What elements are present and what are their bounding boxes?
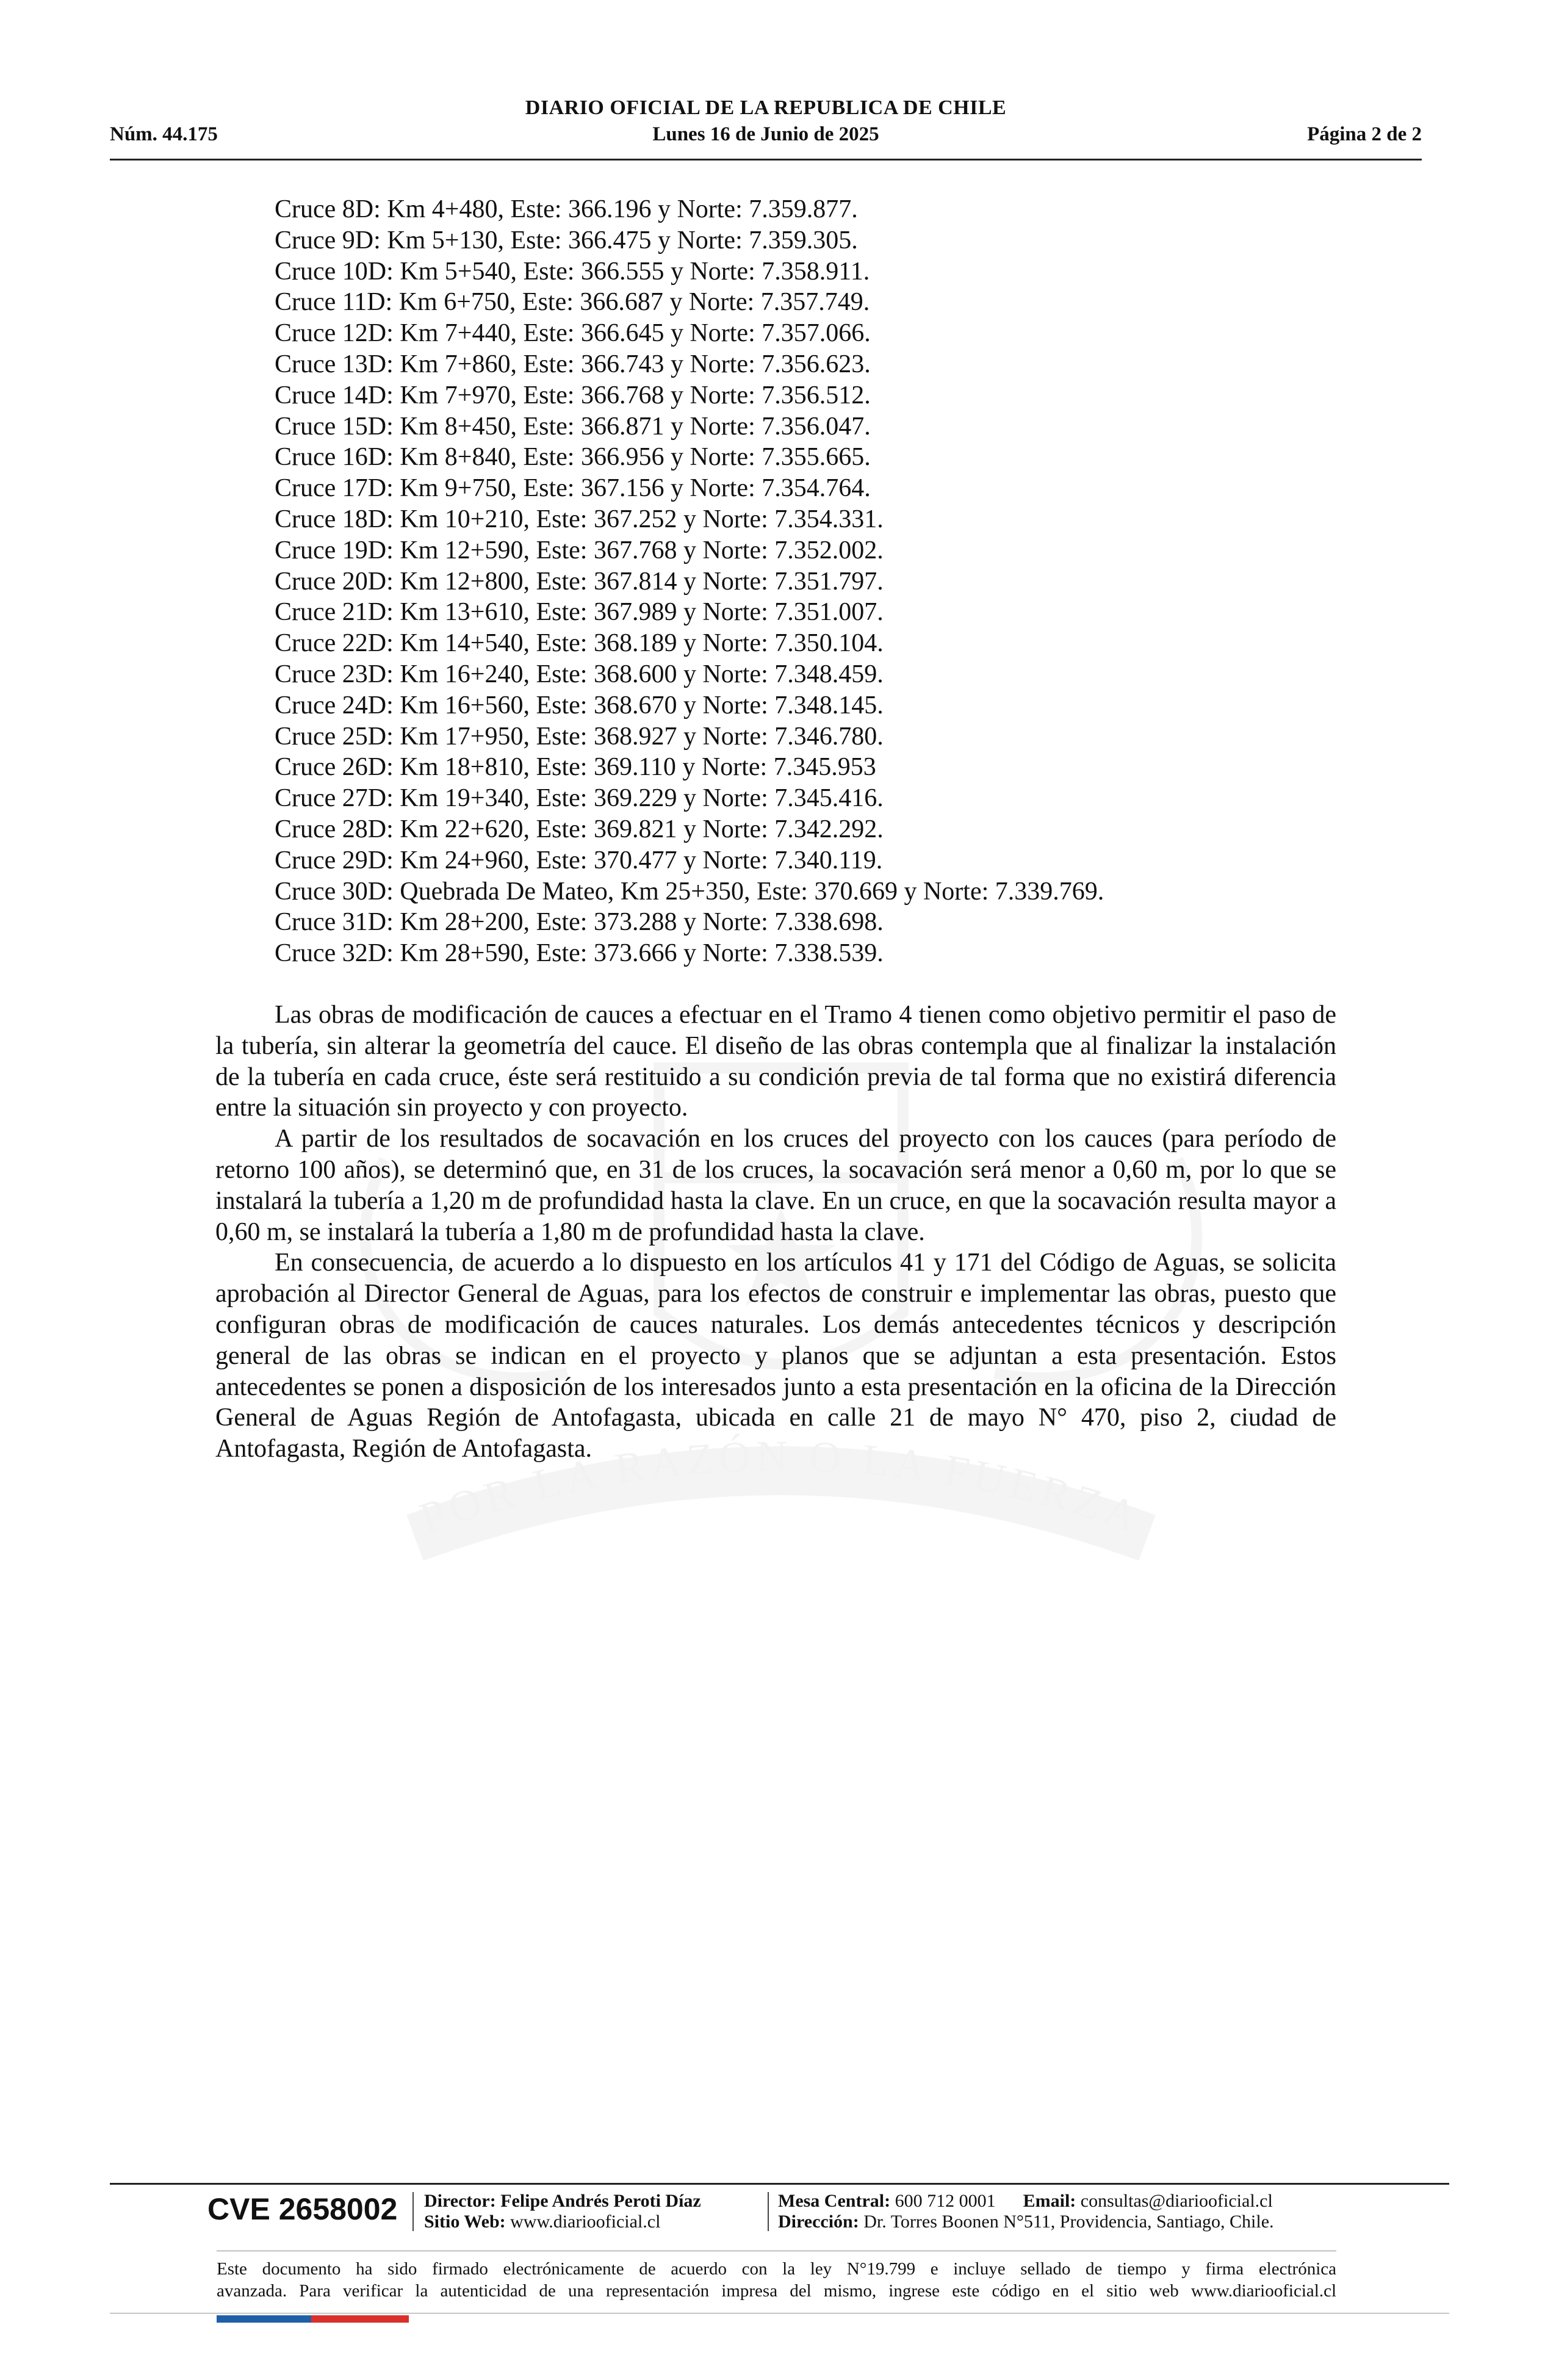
flag-stripe-red: [311, 2315, 409, 2323]
crossing-item: Cruce 15D: Km 8+450, Este: 366.871 y Norte: 7.356.047.: [275, 412, 871, 441]
crossing-item: Cruce 25D: Km 17+950, Este: 368.927 y Norte: 7.346.780.: [275, 722, 884, 751]
footer-director-block: [424, 2191, 701, 2232]
address-label: Dirección:: [778, 2212, 859, 2232]
mesa-label: Mesa Central:: [778, 2191, 891, 2211]
signature-notice: [217, 2258, 1336, 2302]
site-label: Sitio Web:: [424, 2212, 506, 2232]
crossing-item: Cruce 30D: Quebrada De Mateo, Km 25+350, Este: 370.669 y Norte: 7.339.769.: [275, 877, 1104, 906]
crossing-item: Cruce 14D: Km 7+970, Este: 366.768 y Norte: 7.356.512.: [275, 381, 871, 409]
crossings-list: [275, 194, 1434, 969]
crossing-item: Cruce 31D: Km 28+200, Este: 373.288 y Norte: 7.338.698.: [275, 908, 884, 937]
crossing-item: Cruce 10D: Km 5+540, Este: 366.555 y Norte: 7.358.911.: [275, 257, 870, 286]
crossing-item: Cruce 9D: Km 5+130, Este: 366.475 y Norte: 7.359.305.: [275, 226, 858, 254]
issue-number: Núm. 44.175: [110, 123, 218, 145]
paragraph-objective: Las obras de modificación de cauces a efectuar en el Tramo 4 tienen como objetivo permitir el paso de la tubería, sin alterar la geometría del cauce. El diseño de las obras contempla que al finalizar la instalación de la tubería en cada cruce, éste será restituido a su condición previa de tal forma que no existirá diferencia entre la situación sin proyecto y con proyecto.: [215, 1001, 1336, 1122]
footer-contact-block: [778, 2191, 1274, 2232]
page-indicator: Página 2 de 2: [1307, 123, 1422, 145]
director-name: Director: Felipe Andrés Peroti Díaz: [424, 2191, 701, 2211]
crossing-item: Cruce 20D: Km 12+800, Este: 367.814 y Norte: 7.351.797.: [275, 567, 884, 596]
crossing-item: Cruce 27D: Km 19+340, Este: 369.229 y Norte: 7.345.416.: [275, 784, 884, 813]
footer-divider: [412, 2192, 414, 2231]
address-value: Dr. Torres Boonen N°511, Providencia, Santiago, Chile.: [863, 2212, 1274, 2232]
footer-top-rule: [110, 2183, 1449, 2185]
footer-divider: [768, 2192, 769, 2231]
crossing-item: Cruce 13D: Km 7+860, Este: 366.743 y Norte: 7.356.623.: [275, 350, 871, 378]
crossing-item: Cruce 22D: Km 14+540, Este: 368.189 y Norte: 7.350.104.: [275, 629, 884, 658]
email-label: Email:: [1023, 2191, 1076, 2211]
publication-title: DIARIO OFICIAL DE LA REPUBLICA DE CHILE: [525, 96, 1007, 119]
crossing-item: Cruce 18D: Km 10+210, Este: 367.252 y Norte: 7.354.331.: [275, 505, 884, 533]
crossing-item: Cruce 29D: Km 24+960, Este: 370.477 y Norte: 7.340.119.: [275, 846, 883, 874]
signature-notice-line: Este documento ha sido firmado electrónicamente de acuerdo con la ley N°19.799 e incluye sellado de tiempo y firma electrónica: [217, 2259, 1336, 2279]
cve-code: CVE 2658002: [207, 2192, 398, 2226]
site-link[interactable]: www.diariooficial.cl: [510, 2212, 661, 2232]
paragraph-scour-results: A partir de los resultados de socavación en los cruces del proyecto con los cauces (para período de retorno 100 años), se determinó que, en 31 de los cruces, la socavación será menor a 0,60 m, por lo que se instalará la tubería a 1,20 m de profundidad hasta la clave. En un cruce, en que la socavación resulta mayor a 0,60 m, se instalará la tubería a 1,80 m de profundidad hasta la clave.: [215, 1125, 1336, 1246]
crossing-item: Cruce 19D: Km 12+590, Este: 367.768 y Norte: 7.352.002.: [275, 536, 884, 564]
crossing-item: Cruce 26D: Km 18+810, Este: 369.110 y Norte: 7.345.953: [275, 753, 876, 782]
crossing-item: Cruce 8D: Km 4+480, Este: 366.196 y Norte: 7.359.877.: [275, 195, 858, 223]
crossing-item: Cruce 23D: Km 16+240, Este: 368.600 y Norte: 7.348.459.: [275, 660, 884, 688]
crossing-item: Cruce 17D: Km 9+750, Este: 367.156 y Norte: 7.354.764.: [275, 474, 871, 503]
body-text: [215, 1000, 1336, 1465]
crossing-item: Cruce 12D: Km 7+440, Este: 366.645 y Norte: 7.357.066.: [275, 319, 871, 348]
crossing-item: Cruce 32D: Km 28+590, Este: 373.666 y Norte: 7.338.539.: [275, 939, 884, 968]
crossing-item: Cruce 11D: Km 6+750, Este: 366.687 y Norte: 7.357.749.: [275, 288, 870, 317]
issue-date: Lunes 16 de Junio de 2025: [652, 123, 879, 145]
crossing-item: Cruce 21D: Km 13+610, Este: 367.989 y Norte: 7.351.007.: [275, 598, 884, 627]
email-link[interactable]: consultas@diariooficial.cl: [1080, 2191, 1273, 2211]
flag-stripe-blue: [217, 2315, 311, 2323]
page-header: [110, 92, 1422, 160]
crossing-item: Cruce 24D: Km 16+560, Este: 368.670 y Norte: 7.348.145.: [275, 691, 884, 719]
crossing-item: Cruce 28D: Km 22+620, Este: 369.821 y Norte: 7.342.292.: [275, 815, 884, 843]
watermark-motto: POR LA RAZÓN O LA FUERZA: [414, 1431, 1148, 1543]
mesa-phone: 600 712 0001: [895, 2191, 996, 2211]
paragraph-request: En consecuencia, de acuerdo a lo dispuesto en los artículos 41 y 171 del Código de Aguas, se solicita aprobación al Director General de Aguas, para los efectos de construir e implementar las obras, puesto que configuran obras de modificación de cauces naturales. Los demás antecedentes técnicos y descripción general de las obras se indican en el proyecto y planos que se adjuntan a esta presentación. Estos antecedentes se ponen a disposición de los interesados junto a esta presentación en la oficina de la Dirección General de Aguas Región de Antofagasta, ubicada en calle 21 de mayo N° 470, piso 2, ciudad de Antofagasta, Región de Antofagasta.: [215, 1249, 1336, 1463]
signature-notice-line: avanzada. Para verificar la autenticidad de una representación impresa del mismo, ingrese este código en el sitio web www.diariooficial.cl: [217, 2281, 1336, 2301]
crossing-item: Cruce 16D: Km 8+840, Este: 366.956 y Norte: 7.355.665.: [275, 443, 871, 472]
